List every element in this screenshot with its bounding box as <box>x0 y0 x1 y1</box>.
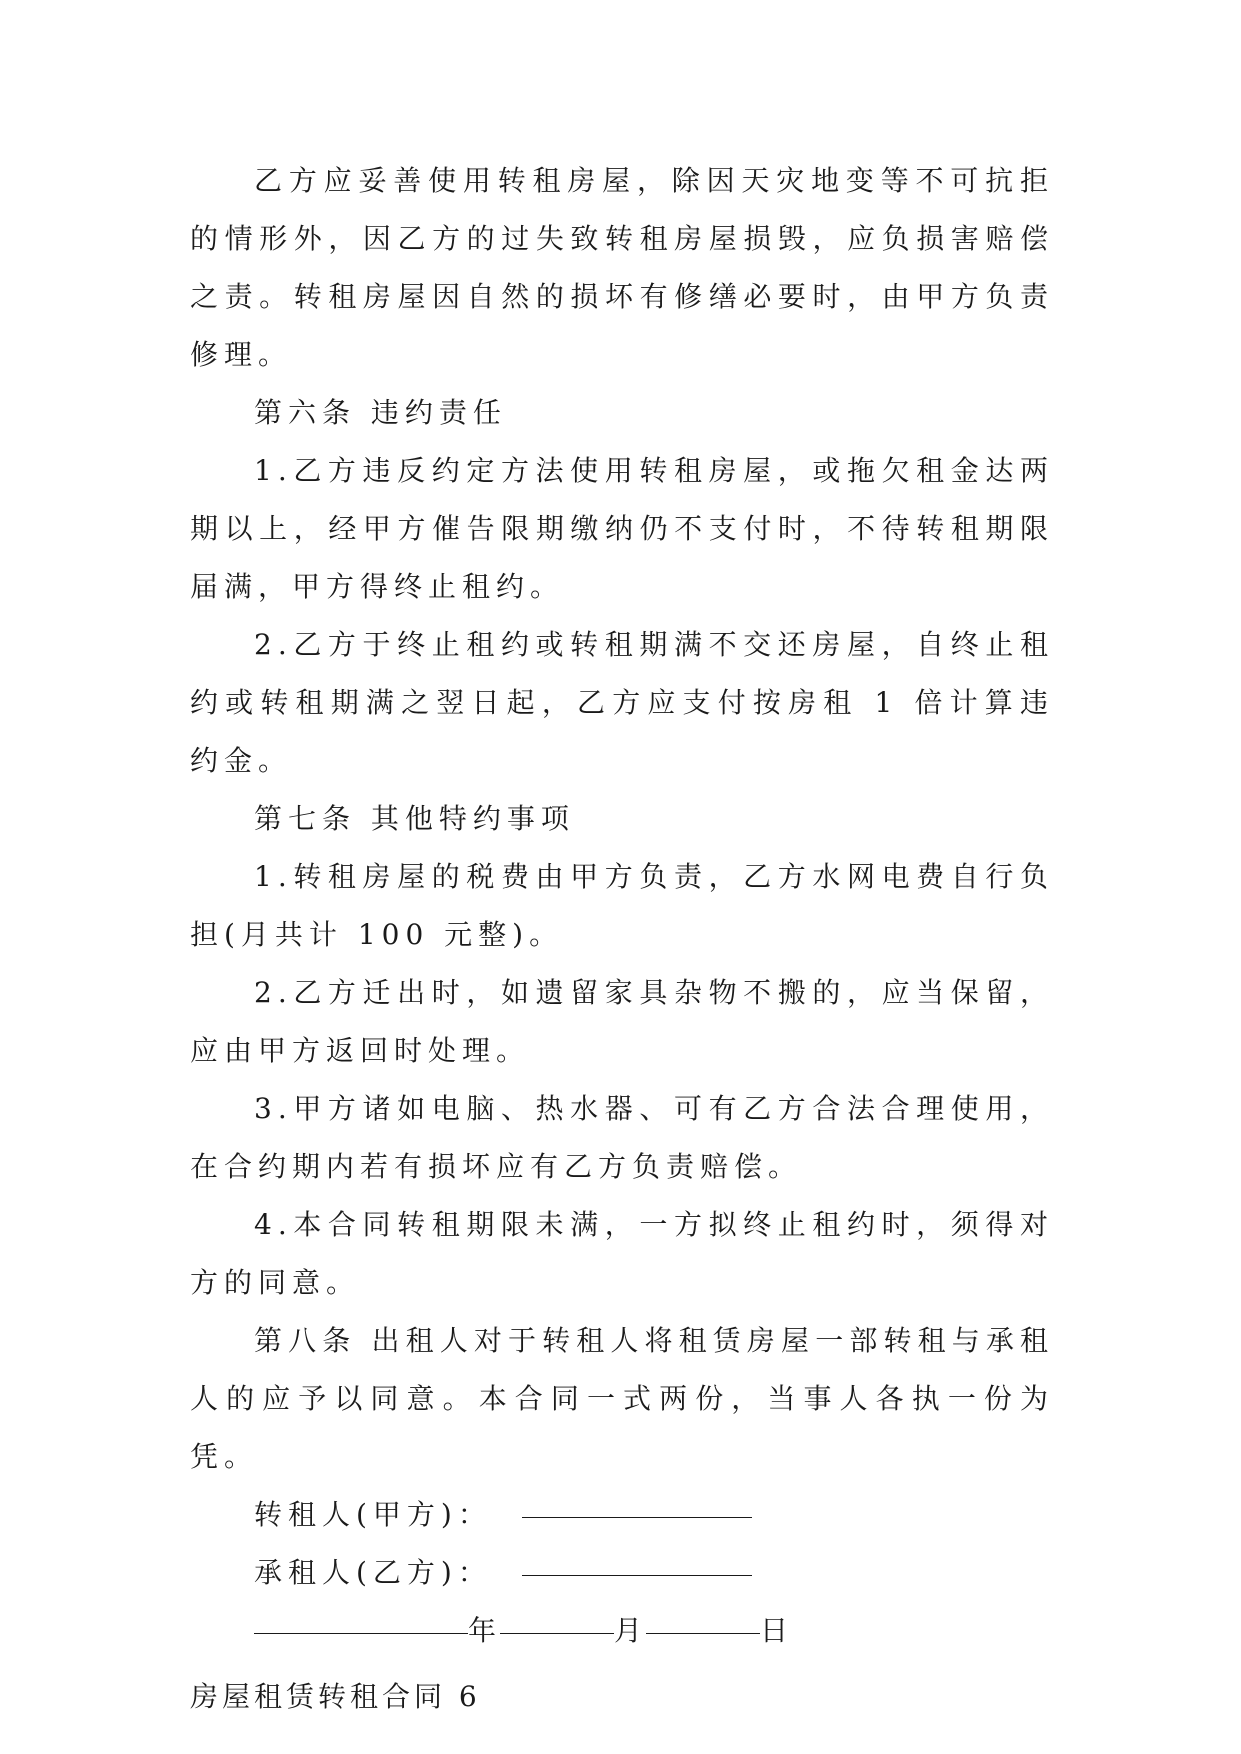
article-8: 第八条 出租人对于转租人将租赁房屋一部转租与承租人的应予以同意。本合同一式两份，当事人各执一份为凭。 <box>190 1324 1054 1473</box>
day-label: 日 <box>760 1614 793 1647</box>
article-6-heading: 第六条 违约责任 <box>254 396 507 429</box>
month-label: 月 <box>614 1614 647 1647</box>
party-b-signature-line <box>522 1541 752 1576</box>
party-a-label: 转租人(甲方)： <box>254 1498 492 1531</box>
signature-party-b <box>190 1544 1054 1602</box>
month-blank <box>500 1599 614 1634</box>
year-label: 年 <box>468 1614 501 1647</box>
party-b-label: 承租人(乙方)： <box>254 1556 492 1589</box>
signature-party-a <box>190 1486 1054 1544</box>
next-document-title: 房屋租赁转租合同 6 <box>190 1680 481 1713</box>
article-7-clause-2: 2.乙方迁出时，如遗留家具杂物不搬的，应当保留，应由甲方返回时处理。 <box>190 976 1054 1067</box>
article-7-heading: 第七条 其他特约事项 <box>254 802 575 835</box>
article-7-clause-1: 1.转租房屋的税费由甲方负责，乙方水网电费自行负担(月共计 100 元整)。 <box>190 860 1054 951</box>
party-a-signature-line <box>522 1483 752 1518</box>
document-body <box>190 152 1054 1726</box>
article-7-clause-4: 4.本合同转租期限未满，一方拟终止租约时，须得对方的同意。 <box>190 1208 1054 1299</box>
day-blank <box>646 1599 760 1634</box>
paragraph-maintenance: 乙方应妥善使用转租房屋，除因天灾地变等不可抗拒的情形外，因乙方的过失致转租房屋损毁，应负损害赔偿之责。转租房屋因自然的损坏有修缮必要时，由甲方负责修理。 <box>190 164 1054 371</box>
article-6-clause-1: 1.乙方违反约定方法使用转租房屋，或拖欠租金达两期以上，经甲方催告限期缴纳仍不支付时，不待转租期限届满，甲方得终止租约。 <box>190 454 1054 603</box>
signature-date <box>190 1602 1054 1660</box>
article-7-clause-3: 3.甲方诸如电脑、热水器、可有乙方合法合理使用，在合约期内若有损坏应有乙方负责赔偿。 <box>190 1092 1054 1183</box>
year-blank <box>254 1599 468 1634</box>
article-6-clause-2: 2.乙方于终止租约或转租期满不交还房屋，自终止租约或转租期满之翌日起，乙方应支付按房租 1 倍计算违约金。 <box>190 628 1054 777</box>
